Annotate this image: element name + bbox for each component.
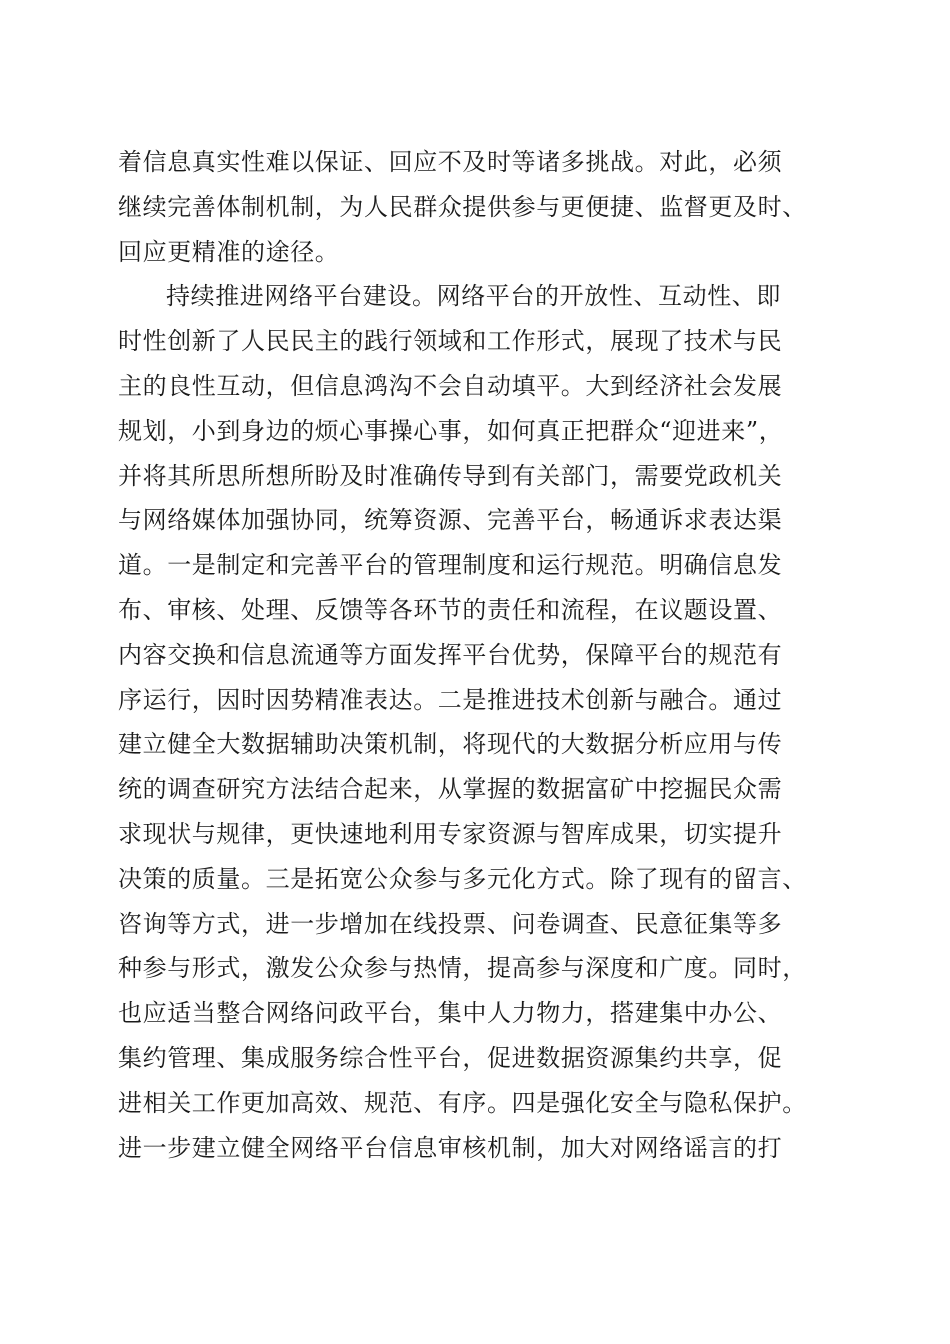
text-line: 时性创新了人民民主的践行领域和工作形式，展现了技术与民	[118, 327, 783, 356]
text-line: 布、审核、处理、反馈等各环节的责任和流程，在议题设置、	[118, 595, 783, 624]
text-line: 统的调查研究方法结合起来，从掌握的数据富矿中挖掘民众需	[118, 775, 783, 804]
text-line: 序运行，因时因势精准表达。二是推进技术创新与融合。通过	[118, 685, 783, 714]
text-line: 进相关工作更加高效、规范、有序。四是强化安全与隐私保护。	[118, 1088, 807, 1117]
paragraph-first-line: 持续推进网络平台建设。网络平台的开放性、互动性、即	[166, 282, 781, 311]
text-line: 与网络媒体加强协同，统筹资源、完善平台，畅通诉求表达渠	[118, 506, 783, 535]
text-line: 种参与形式，激发公众参与热情，提高参与深度和广度。同时，	[118, 954, 807, 983]
text-line: 决策的质量。三是拓宽公众参与多元化方式。除了现有的留言、	[118, 864, 807, 893]
text-line: 也应适当整合网络问政平台，集中人力物力，搭建集中办公、	[118, 999, 783, 1028]
text-line: 回应更精准的途径。	[118, 237, 340, 266]
text-line: 内容交换和信息流通等方面发挥平台优势，保障平台的规范有	[118, 640, 783, 669]
text-line: 继续完善体制机制，为人民群众提供参与更便捷、监督更及时、	[118, 192, 807, 221]
text-line: 道。一是制定和完善平台的管理制度和运行规范。明确信息发	[118, 551, 783, 580]
text-line: 着信息真实性难以保证、回应不及时等诸多挑战。对此，必须	[118, 148, 783, 176]
text-line: 集约管理、集成服务综合性平台，促进数据资源集约共享，促	[118, 1043, 783, 1072]
text-line: 规划，小到身边的烦心事操心事，如何真正把群众“迎进来”，	[118, 416, 784, 445]
body-text	[118, 140, 838, 1170]
text-line: 并将其所思所想所盼及时准确传导到有关部门，需要党政机关	[118, 461, 783, 490]
text-line: 咨询等方式，进一步增加在线投票、问卷调查、民意征集等多	[118, 909, 783, 938]
text-line: 建立健全大数据辅助决策机制，将现代的大数据分析应用与传	[118, 730, 783, 759]
text-line: 进一步建立健全网络平台信息审核机制，加大对网络谣言的打	[118, 1133, 783, 1162]
text-line: 主的良性互动，但信息鸿沟不会自动填平。大到经济社会发展	[118, 371, 783, 400]
text-line: 求现状与规律，更快速地利用专家资源与智库成果，切实提升	[118, 819, 783, 848]
